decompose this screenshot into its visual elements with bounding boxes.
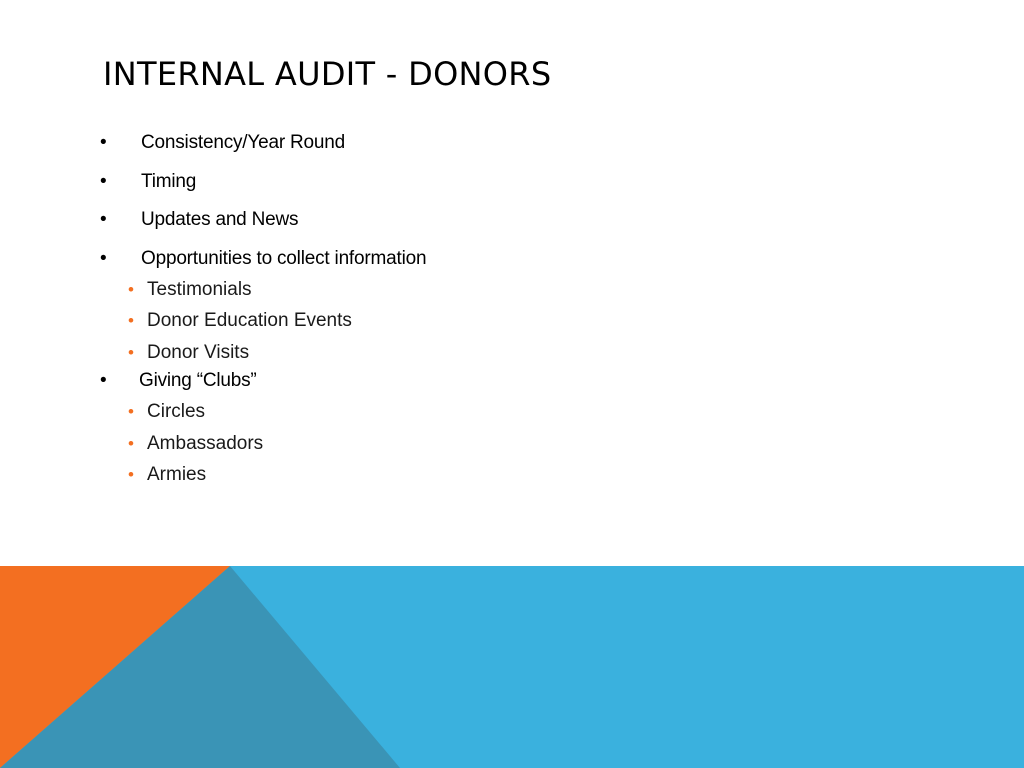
sub-list-item-label: Ambassadors (147, 432, 264, 454)
list-item-label: Consistency/Year Round (141, 132, 346, 153)
list-item-label: Timing (141, 170, 197, 192)
sub-list-item (100, 459, 800, 491)
list-item (100, 130, 800, 156)
sub-list-item (100, 274, 800, 306)
sub-bullet-marker: • (128, 402, 134, 421)
sub-bullet-marker: • (128, 433, 134, 453)
sub-bullet-marker: • (128, 342, 134, 362)
bullet-marker: • (100, 370, 107, 391)
bullet-marker: • (100, 170, 107, 192)
sub-list-item-label: Donor Education Events (147, 310, 352, 331)
sub-list-item (100, 428, 800, 460)
sub-list-item-label: Circles (147, 401, 206, 422)
list-item (100, 368, 800, 394)
slide-title: INTERNAL AUDIT - DONORS (103, 55, 552, 93)
decorative-footer-band (0, 566, 1024, 768)
bullet-list (100, 130, 800, 491)
list-item (100, 207, 800, 233)
list-item-label: Giving “Clubs” (139, 370, 257, 391)
sub-bullet-marker: • (128, 311, 134, 330)
list-item-label: Opportunities to collect information (141, 247, 427, 269)
sub-bullet-marker: • (128, 279, 134, 299)
sub-list-item-label: Donor Visits (147, 341, 250, 363)
sub-bullet-marker: • (128, 465, 134, 484)
bullet-marker: • (100, 247, 107, 269)
sub-list-item (100, 305, 800, 337)
list-item (100, 169, 800, 195)
sub-list-item (100, 396, 800, 428)
bullet-marker: • (100, 209, 107, 230)
list-item (100, 246, 800, 272)
sub-list-item (100, 337, 800, 369)
sub-list-item-label: Armies (147, 464, 207, 485)
list-item-label: Updates and News (141, 209, 299, 230)
sub-list-item-label: Testimonials (147, 278, 252, 300)
bullet-marker: • (100, 132, 107, 153)
